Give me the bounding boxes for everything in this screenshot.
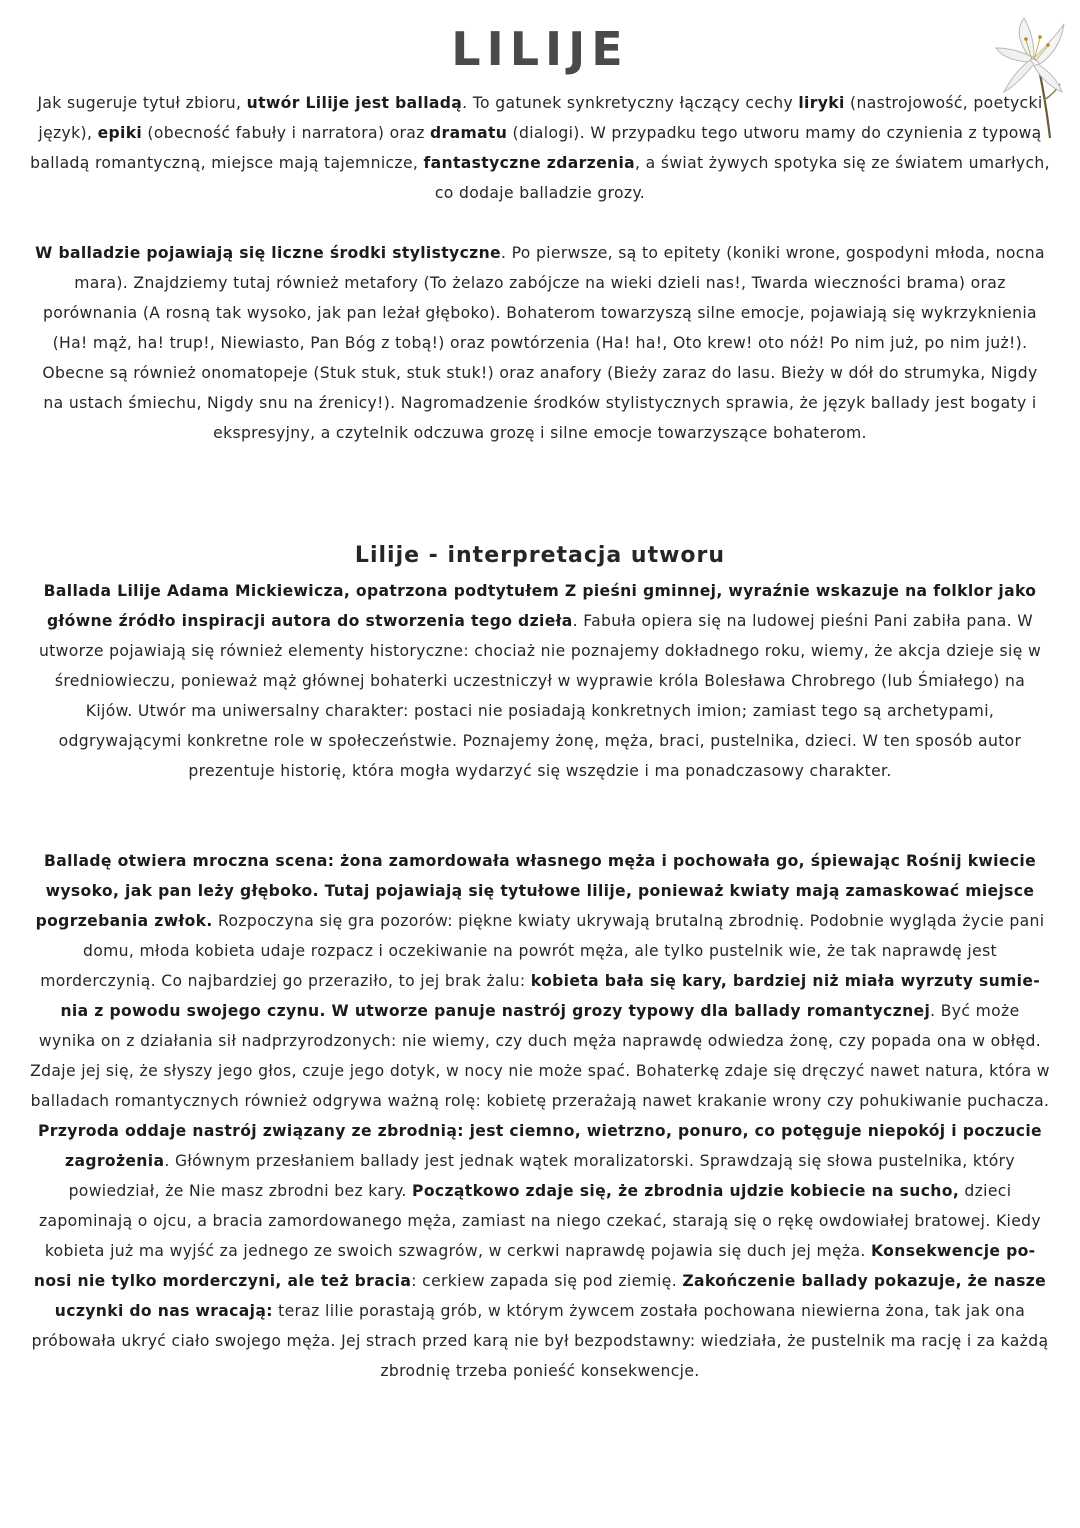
page-title: LILIJE [451,22,629,76]
section-heading: Lilije - interpretacja utworu [354,543,726,568]
text-segment: . Głównym przesłaniem ballady jest jednak wątek moralizatorski. Sprawdzają się słowa pustelnika, który powiedział, że Nie masz zbrodni bez kary. [68,1152,1015,1200]
bold-text-segment: Zakończenie ballady pokazuje, że nasze uczynki do nas wracają: [54,1272,1047,1320]
bold-text-segment: Ballada Lilije Adama Mickiewicza, opatrzona podtytułem Z pieśni gminnej, wyraźnie wskazuje na folklor jako główne źródło inspiracji autora do stworzenia tego dzieła [43,582,1037,630]
text-segment: , a świat żywych spotyka się ze światem umarłych, co dodaje balladzie grozy. [434,154,1050,202]
text-segment: Jak sugeruje tytuł zbioru, [37,94,247,112]
bold-text-segment: liryki [798,94,845,112]
text-segment: . Fabuła opiera się na ludowej pieśni Pani zabiła pana. W utworze pojawiają się również elementy historyczne: chociaż nie poznajemy dokładnego roku, wiemy, że akcja dzieje się w średniowieczu, ponieważ mąż głównej bohaterki uczestniczył w wyprawie króla Bolesława Chrobrego (lub Śmiałego) na Kijów. Utwór ma uniwersalny charakter: postaci nie posiadają konkretnych imion; zamiast tego są archetypami, odgrywającymi konkretne role w społeczeństwie. Poznajemy żonę, męża, braci, pustelnika, dzieci. W ten sposób autor prezentuje historię, która mogła wydarzyć się wszędzie i ma ponadczasowy charakter. [38,612,1042,780]
stylistic-devices-paragraph [30,238,1050,448]
bold-text-segment: fantastyczne zdarzenia [423,154,636,172]
bold-text-segment: dramatu [430,124,508,142]
text-segment: . Po pierwsze, są to epitety (koniki wrone, gospodyni młoda, nocna mara). Znajdziemy tutaj również metafory (To żelazo zabójcze na wieki dzieli nas!, Twarda wieczności brama) oraz porównania (A rosną tak wysoko, jak pan leżał głęboko). Bohaterom towarzyszą silne emocje, pojawiają się wykrzyknienia (Ha! mąż, ha! trup!, Niewiasto, Pan Bóg z tobą!) oraz powtórzenia (Ha! ha!, Oto krew! oto nóż! Po nim już, po nim już!). Obecne są również onomatopeje (Stuk stuk, stuk stuk!) oraz anafory (Bieży zaraz do lasu. Bieży w dół do strumyka, Nigdy na ustach śmiechu, Nigdy snu na źrenicy!). Nagromadzenie środków stylistycznych sprawia, że język ballady jest bogaty i ekspresyjny, a czytelnik odczuwa grozę i silne emocje towarzyszące bohaterom. [42,244,1045,442]
interpretation-paragraph-2 [30,846,1050,1386]
bold-text-segment: Początkowo zdaje się, że zbrodnia ujdzie kobiecie na sucho, [412,1182,960,1200]
text-segment: : cerkiew zapada się pod ziemię. [411,1272,683,1290]
text-segment: . To gatunek synkretyczny łączący cechy [462,94,799,112]
bold-text-segment: W balladzie pojawiają się liczne środki stylistyczne [35,244,501,262]
text-segment: dzieci zapominają o ojcu, a bracia zamordowanego męża, zamiast na niego czekać, starają się o rękę owdowiałej bratowej. Kiedy kobieta już ma wyjść za jednego ze swoich szwagrów, w cerkwi naprawdę pojawia się duch jej męża. [38,1182,1042,1260]
bold-text-segment: utwór Lilije jest balladą [246,94,463,112]
bold-text-segment: kobieta bała się kary, bardziej niż miała wyrzuty sumienia z powodu swojego czynu. W utworze panuje nastrój grozy typowy dla ballady romantycznej [60,972,1040,1020]
intro-paragraph [30,88,1050,208]
text-segment: Rozpoczyna się gra pozorów: piękne kwiaty ukrywają brutalną zbrodnię. Podobnie wygląda życie pani domu, młoda kobieta udaje rozpacz i oczekiwanie na powrót męża, ale tylko pustelnik wie, że tak naprawdę jest morderczynią. Co najbardziej go przeraziło, to jej brak żalu: [40,912,1045,990]
bold-text-segment: Konsekwencje ponosi nie tylko morderczyni, ale też bracia [33,1242,1036,1290]
interpretation-paragraph-1 [30,576,1050,786]
bold-text-segment: Balladę otwiera mroczna scena: żona zamordowała własnego męża i pochowała go, śpiewając Rośnij kwiecie wysoko, jak pan leży głęboko. Tutaj pojawiają się tytułowe lilije, ponieważ kwiaty mają zamaskować miejsce pogrzebania zwłok. [35,852,1037,930]
bold-text-segment: epiki [97,124,143,142]
text-segment: teraz lilie porastają grób, w którym żywcem została pochowana niewierna żona, tak jak ona próbowała ukryć ciało swojego męża. Jej strach przed karą nie był bezpodstawny: wiedziała, że pustelnik ma rację i za każdą zbrodnię trzeba ponieść konsekwencje. [31,1302,1049,1380]
text-segment: (obecność fabuły i narratora) oraz [142,124,431,142]
text-segment: . Być może wynika on z działania sił nadprzyrodzonych: nie wiemy, czy duch męża naprawdę odwiedza żonę, czy popada ona w obłęd. Zdaje jej się, że słyszy jego głos, czuje jego dotyk, w nocy nie może spać. Bohaterkę zdaje się dręczyć nawet natura, która w balladach romantycznych również odgrywa ważną rolę: kobietę przerażają nawet krakanie wrony czy pohukiwanie puchacza. [30,1002,1050,1110]
text-segment: (dialogi). W przypadku tego utworu mamy do czynienia z typową balladą romantyczną, miejsce mają tajemnicze, [30,124,1042,172]
bold-text-segment: Przyroda oddaje nastrój związany ze zbrodnią: jest ciemno, wietrzno, ponuro, co potęguje niepokój i poczucie zagrożenia [38,1122,1042,1170]
text-segment: (nastrojowość, poetycki język), [38,94,1043,142]
